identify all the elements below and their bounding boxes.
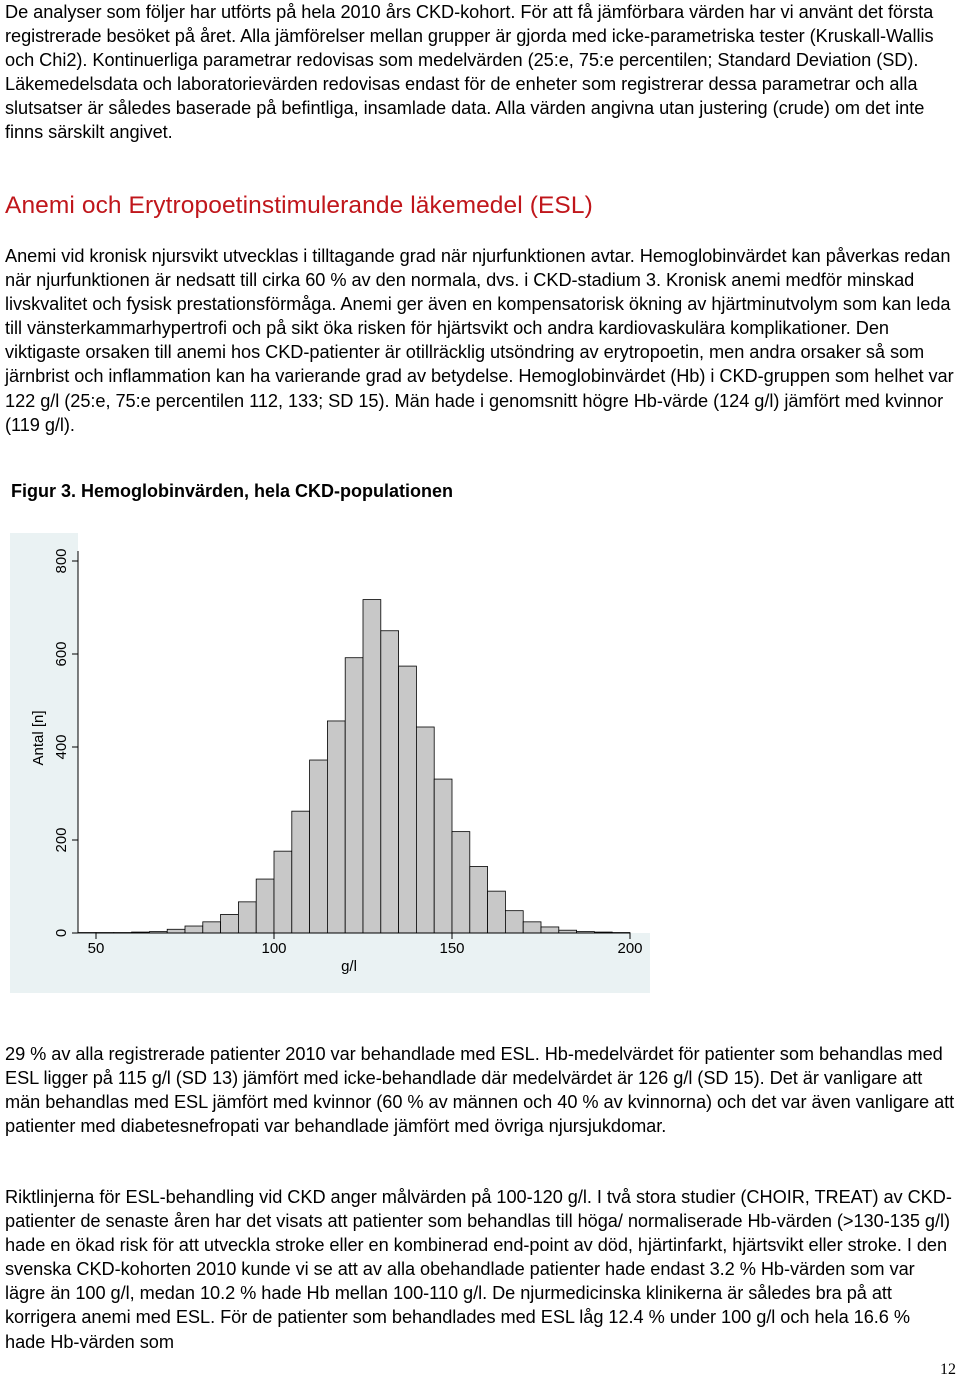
x-tick-label: 200 [617,940,643,957]
page-number: 12 [940,1361,956,1378]
x-tick-label: 50 [87,940,105,957]
x-axis-label: g/l [341,958,357,975]
y-tick-label: 800 [53,548,70,574]
guideline-paragraph: Riktlinjerna för ESL-behandling vid CKD anger målvärden på 100-120 g/l. I två stora studier (CHOIR, TREAT) av CKD-patienter de senaste åren har det visats att patienter som behandlas till höga/ normaliserade Hb-värden (>130-135 g/l) hade en ökad risk för att utveckla stroke eller en kombinerad end-point av död, hjärtinfarkt, hjärtsvikt eller stroke. I den svenska CKD-kohorten 2010 kunde vi se att av alla obehandlade patienter hade endast 3.2 % Hb-värden som var lägre än 100 g/l, medan 10.2 % hade Hb mellan 100-110 g/l. De njurmedicinska klinikerna är således bra på att korrigera anemi med ESL. För de patienter som behandlades med ESL låg 12.4 % under 100 g/l och hela 16.6 % hade Hb-värden som [5,1187,952,1352]
y-tick-label: 200 [53,827,70,853]
y-axis-label: Antal [n] [30,710,47,766]
histogram-bar [167,929,185,933]
y-tick-label: 600 [53,641,70,667]
histogram-bar [292,811,310,933]
histogram-bar [185,926,203,933]
histogram-bar [327,721,345,933]
y-tick-label: 0 [53,928,70,938]
histogram-bar [452,832,470,933]
x-tick-label: 100 [261,940,287,957]
histogram-bar [523,922,541,933]
histogram-bar [256,879,274,933]
histogram-bar [541,927,559,933]
histogram-bar [416,727,434,933]
histogram-bar [78,933,96,934]
intro-paragraph: De analyser som följer har utförts på hela 2010 års CKD-kohort. För att få jämförbara värden har vi använt det första registrerade besöket på året. Alla jämförelser mellan grupper är gjorda med icke-parametriska tester (Kruskall-Wallis och Chi2). Kontinuerliga parametrar redovisas som medelvärden (25:e, 75:e percentilen; Standard Deviation (SD). Läkemedelsdata och laboratorievärden redovisas endast för de enheter som registrerar dessa parametrar och alla slutsatser är således baserade på befintliga, insamlade data. Alla värden angivna utan justering (crude) om det inte finns särskilt angivet. [5,2,934,143]
histogram-bar [221,914,239,933]
figure-caption-text: Hemoglobinvärden, hela CKD-populationen [76,481,454,501]
histogram-bar [505,911,523,933]
histogram-bar [345,658,363,933]
histogram-bar [310,760,328,933]
y-tick-label: 400 [53,734,70,760]
section-heading: Anemi och Erytropoetinstimulerande läkemedel (ESL) [5,192,593,219]
histogram-bar [274,851,292,933]
esl-paragraph: 29 % av alla registrerade patienter 2010 var behandlade med ESL. Hb-medelvärdet för patienter som behandlas med ESL ligger på 115 g/l (SD 13) jämfört med icke-behandlade där medelvärdet är 126 g/l (SD 15). Det är vanligare att män behandlas med ESL jämfört med kvinnor (60 % av männen och 40 % av kvinnorna) och det var även vanligare att patienter med diabetesnefropati var behandlade jämfört med övriga njursjukdomar. [5,1044,955,1137]
histogram-bar [434,779,452,933]
figure-caption [11,481,453,502]
histogram-bar [381,631,399,933]
anemia-paragraph: Anemi vid kronisk njursvikt utvecklas i tilltagande grad när njurfunktionen avtar. Hemoglobinvärdet kan påverkas redan när njurfunktionen är nedsatt till cirka 60 % av den normala, dvs. i CKD-stadium 3. Kronisk anemi medför minskad livskvalitet och fysisk prestationsförmåga. Anemi ger även en kompensatorisk ökning av hjärtminutvolym som kan leda till vänsterkammarhypertrofi och på sikt öka risken för hjärtsvikt och andra kardiovaskulära komplikationer. Den viktigaste orsaken till anemi hos CKD-patienter är otillräcklig utsöndring av erytropoetin, men andra orsaker så som järnbrist och inflammation kan ha varierande grad av betydelse. Hemoglobinvärdet (Hb) i CKD-gruppen som helhet var 122 g/l (25:e, 75:e percentilen 112, 133; SD 15). Män hade i genomsnitt högre Hb-värde (124 g/l) jämfört med kvinnor (119 g/l). [5,246,954,435]
hemoglobin-histogram [10,533,650,993]
x-tick-label: 150 [439,940,465,957]
histogram-bar [470,867,488,934]
histogram-bar [488,891,506,933]
histogram-bar [203,922,221,933]
histogram-bar [363,600,381,933]
figure-caption-label: Figur 3. [11,481,77,501]
histogram-svg [10,533,650,993]
histogram-bar [399,666,417,933]
histogram-bar [238,902,256,933]
